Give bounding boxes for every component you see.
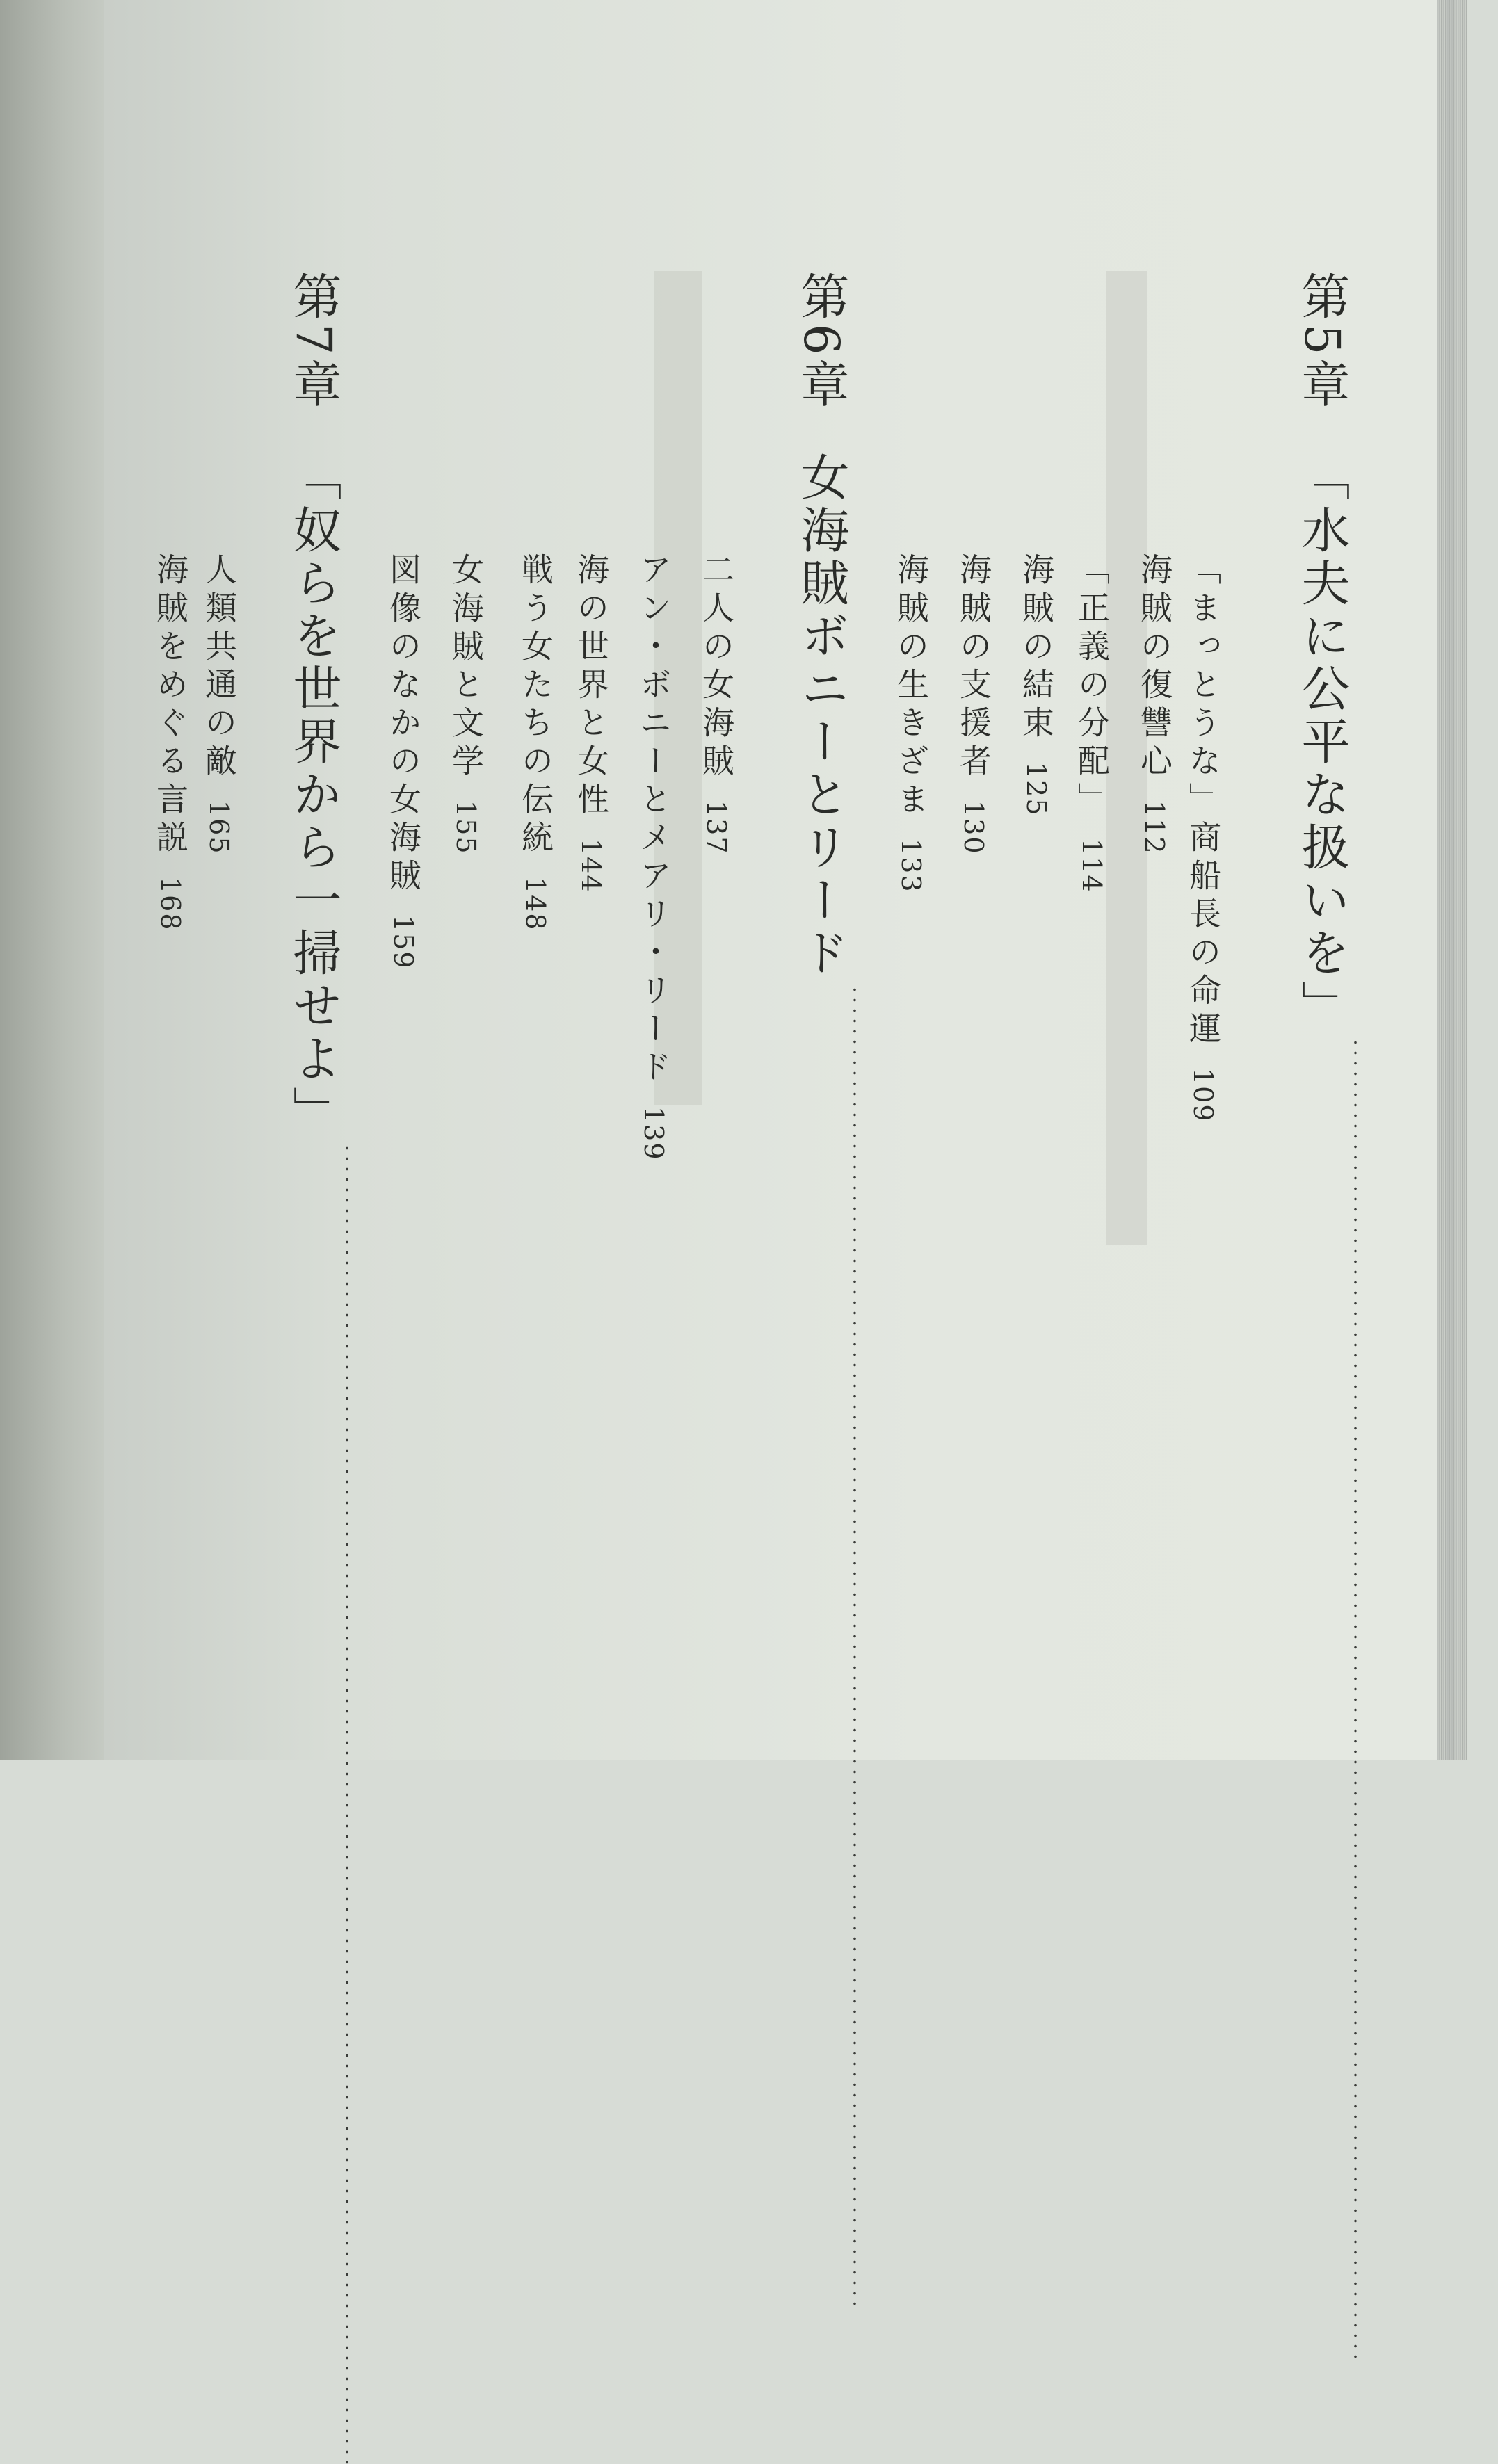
- dotted-leader: [1353, 1037, 1358, 2358]
- entry-page-number: 130: [958, 800, 989, 855]
- chapter-5-label: 第5章: [1294, 271, 1351, 412]
- entry-title: 海の世界と女性: [572, 553, 610, 820]
- dotted-leader: [345, 1143, 349, 2464]
- entry-title: 海賊の支援者: [955, 553, 992, 782]
- toc-entry-ch6-2[interactable]: [631, 553, 677, 1161]
- entry-page-number: 112: [1139, 800, 1170, 855]
- entry-title: 海賊の生きざま: [892, 553, 930, 820]
- entry-page-number: 137: [701, 800, 732, 855]
- entry-title: 「正義の分配」: [1073, 553, 1111, 820]
- chapter-7-label: 第7章: [285, 271, 342, 412]
- toc-entry-ch5-2[interactable]: [1131, 553, 1177, 855]
- entry-title: アン・ボニーとメアリ・リード: [635, 553, 673, 1088]
- toc-entry-ch7-1[interactable]: [196, 553, 242, 855]
- toc-entry-ch5-4[interactable]: [1013, 553, 1059, 817]
- chapter-5-title-text: 「水夫に公平な扱いを」: [1294, 452, 1351, 1033]
- entry-page-number: 125: [1021, 762, 1052, 817]
- toc-entry-ch6-6[interactable]: [380, 553, 426, 970]
- entry-title: 海賊をめぐる言説: [152, 553, 189, 859]
- entry-page-number: 165: [204, 800, 234, 855]
- chapter-7-title[interactable]: [279, 452, 349, 2464]
- entry-page-number: 168: [155, 877, 186, 932]
- toc-entry-ch6-1[interactable]: [693, 553, 739, 855]
- toc-entry-ch5-1[interactable]: [1180, 553, 1226, 1123]
- entry-page-number: 114: [1077, 838, 1107, 893]
- entry-page-number: 144: [576, 838, 606, 893]
- entry-page-number: 155: [451, 800, 481, 855]
- chapter-5-title[interactable]: [1287, 452, 1358, 2358]
- toc-entry-ch6-4[interactable]: [513, 553, 558, 932]
- entry-title: 「まっとうな」商船長の命運: [1184, 553, 1222, 1050]
- entry-title: 人類共通の敵: [200, 553, 238, 782]
- page-edges: [1437, 0, 1467, 1760]
- toc-entry-ch7-2[interactable]: [147, 553, 193, 932]
- entry-page-number: 159: [388, 915, 419, 970]
- entry-title: 海賊の復讐心: [1136, 553, 1173, 782]
- chapter-6-title[interactable]: [787, 452, 857, 2305]
- entry-title: 図像のなかの女海賊: [385, 553, 422, 897]
- chapter-6-label: 第6章: [793, 271, 850, 412]
- toc-entry-ch6-3[interactable]: [568, 553, 614, 893]
- toc-entry-ch6-5[interactable]: [443, 553, 489, 855]
- toc-entry-ch5-6[interactable]: [888, 553, 934, 893]
- entry-page-number: 133: [896, 838, 926, 893]
- entry-page-number: 139: [638, 1106, 669, 1161]
- entry-title: 二人の女海賊: [698, 553, 735, 782]
- toc-entry-ch5-5[interactable]: [951, 553, 997, 855]
- entry-page-number: 148: [520, 877, 551, 932]
- chapter-7-title-text: 「奴らを世界から一掃せよ」: [285, 452, 342, 1139]
- dotted-leader: [853, 984, 857, 2305]
- entry-title: 女海賊と文学: [447, 553, 485, 782]
- toc-entry-ch5-3[interactable]: [1069, 553, 1115, 893]
- chapter-6-title-text: 女海賊ボニーとリード: [793, 452, 850, 980]
- entry-title: 海賊の結束: [1017, 553, 1055, 744]
- entry-page-number: 109: [1188, 1068, 1218, 1123]
- entry-title: 戦う女たちの伝統: [517, 553, 554, 859]
